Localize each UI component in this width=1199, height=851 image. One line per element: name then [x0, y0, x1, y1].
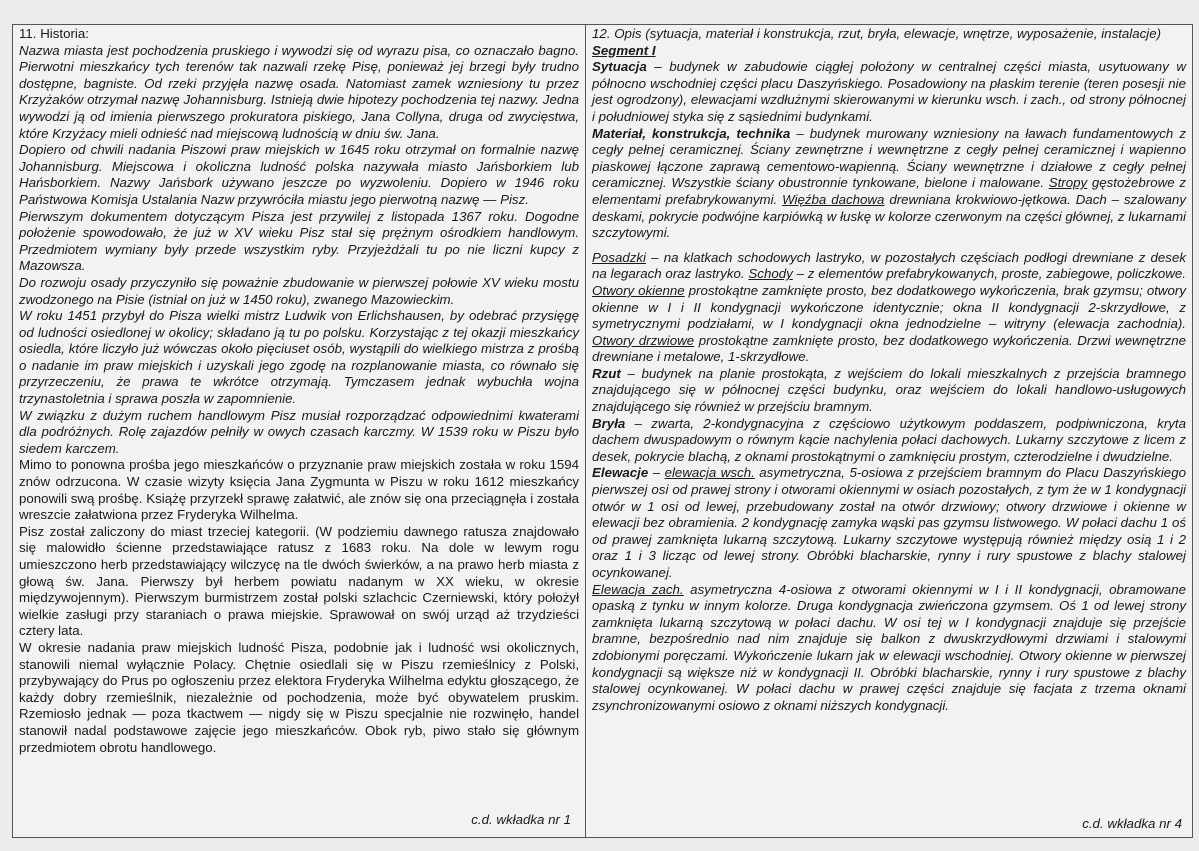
spacer — [592, 242, 1186, 250]
doors-label: Otwory drzwiowe — [592, 332, 695, 348]
stairs-label: Schody — [748, 266, 793, 282]
east-elevation-label: elewacja wsch. — [664, 465, 755, 481]
segment-title: Segment I — [592, 42, 656, 58]
material-paragraph — [592, 126, 1186, 242]
document-sheet — [12, 24, 1193, 838]
history-heading: 11. Historia: — [19, 26, 89, 41]
history-paragraph: Do rozwoju osady przyczyniło się poważnie zbudowanie w pierwszej połowie XV wieku mostu zwodzonego na Pisie (istniał on już w 1450 roku), zwanego Mazowieckim. — [19, 274, 580, 307]
history-paragraph: Pierwszym dokumentem dotyczącym Pisza jest przywilej z listopada 1367 roku. Dogodne położenie spowodowało, że już w XV wieku Pisz stał się prężnym ośrodkiem handlowym. Przedmiotem wymiany były przede wszystkim ryby. Przyjeżdżali tu po nie liczni kupcy z Mazowsza. — [19, 208, 580, 274]
ceilings-text: gęstożebrowe z elementami prefabrykowanymi. — [592, 175, 1186, 207]
stairs-text: – z elementów prefabrykowanych, proste, zabiegowe, policzkowe. — [792, 266, 1186, 282]
roof-truss-text: drewniana krokwiowo-jętkowa. Dach – szalowany deskami, pokrycie podwójne karpiówką w łuskę w kolorze czerwonym na części głównej, z lukarnami szczytowymi. — [592, 191, 1186, 241]
plan-text: – budynek na planie prostokąta, z wejściem do lokali mieszkalnych z przejścia bramnego znajdującego się w północnej części budynku, oraz wejściem do lokali handlowo-usługowych znajdującego się również w przejściu bramnym. — [592, 365, 1186, 415]
windows-text: prostokątne zamknięte prosto, bez dodatkowego wykończenia, brak gzymsu; otwory okienne w I i II kondygnacji wykończone identycznie; okna II kondygnacji 2-skrzydłowe, z symetrycznymi podziałami, w I kondygnacji okna jednodzielne – witryny (elewacja zachodnia). — [592, 282, 1186, 332]
continuation-note: c.d. wkładka nr 4 — [1082, 816, 1182, 832]
continuation-note: c.d. wkładka nr 1 — [471, 812, 572, 828]
history-paragraph: W roku 1451 przybył do Pisza wielki mistrz Ludwik von Erlichshausen, by odebrać przysięgę od ludności osiedlonej w okolicy; składano ją tu po polsku. Korzystając z tej okazji mieszkańcy osiedla, które liczyło już wówczas około pięciuset osób, wystąpili do wielkiego mistrza z prośbą o nadanie im praw miejskich i uzyskali jego zgodę na rozplanowanie miasta, co równało się przyrzeczeniu, że prawa te wkrótce otrzymają. Tymczasem jednak wybuchła wojna trzynastoletnia i sprawa poszła w zapomnienie. — [19, 308, 580, 407]
massing-text: – zwarta, 2-kondygnacyjna z częściowo użytkowym poddaszem, podpiwniczona, kryta dachem dwuspadowym o równym kącie nachylenia połaci dachowych. Lukarny szczytowe z licem z desek, pokrycie blachą, z oknami prostokątnymi o zamknięciu prostym, czterodzielne i dwudzielne. — [592, 415, 1186, 464]
west-elevation-paragraph — [592, 582, 1186, 715]
elevations-paragraph — [592, 465, 1186, 581]
history-paragraph: Dopiero od chwili nadania Piszowi praw miejskich w 1645 roku otrzymał on formalnie nazwę Johannisburg. Miejscowa i okoliczna ludność polska nazywała miasto Jańsborkiem lub Hańsborkiem. Nazwy Jańsbork używano jeszcze po wyzwoleniu. Dopiero w 1946 roku Państwowa Komisja Ustalania Nazw przywróciła miastu jego pierwotną nazwę — Pisz. — [19, 142, 580, 207]
windows-label: Otwory okienne — [592, 282, 685, 298]
west-elevation-text: asymetryczna 4-osiowa z otworami okiennymi w I i II kondygnacji, obramowane opaską z tynku w innym kolorze. Druga kondygnacja zwieńczona gzymsem. Oś 1 od lewej strony zamknięta lukarną szczytową w połaci dachu. W osi tej w I kondygnacji znajduje się przejście bramne, bezpośrednio nad nim znajduje się balkon z dwuskrzydłowymi drzwiami i stalowymi zdobionymi poręczami. Wykończenie lukarn jak w elewacji wschodniej. Otwory okienne w pierwszej kondygnacji są większe niż w kondygnacji II. Obróbki blacharskie, rynny i rury spustowe z blachy stalowej ocynkowanej. W połaci dachu w prawej części znajduje się facjata z trzema oknami zsynchronizowanymi osiowo z oknami niższych kondygnacji. — [592, 581, 1186, 713]
roof-truss-label: Więźba dachowa — [782, 191, 885, 207]
elevations-label: Elewacje — [592, 465, 649, 481]
east-elevation-text: asymetryczna, 5-osiowa z przejściem bramnym do Placu Daszyńskiego pierwszej osi od prawej strony i otworami okiennymi w osiach pozostałych, z tym że w 1 kondygnacji otwór w 1 osi od lewej, przebudowany został na otwór drzwiowy; otwory drzwiowe i okienne w elewacji bez obramienia. 2 kondygnację zamyka wąski pas gzymsu listwowego. W połaci dachu 1 oś od prawej zamknięta lukarną szczytową. Lukarny szczytowe występują również między osią 1 i 2 oraz 1 i 3 licząc od lewej strony. Obróbki blacharskie, rynny i rury spustowe z blachy stalowej ocynkowanej. — [592, 465, 1186, 580]
situation-text: – budynek w zabudowie ciągłej położony w centralnej części miasta, usytuowany w północno wschodniej części placu Daszyńskiego. Posadowiony na płaskim terenie (teren posesji nie jest ogrodzony), elewacjami wzdłużnymi skierowanymi w kierunku wsch. i zach., od strony północnej i południowej styka się z sąsiednimi budynkami. — [592, 59, 1186, 124]
floors-label: Posadzki — [592, 249, 646, 265]
history-paragraph: Mimo to ponowna prośba jego mieszkańców o przyznanie praw miejskich została w roku 1594 znów odrzucona. W czasie wizyty księcia Jana Zygmunta w Piszu w roku 1612 mieszkańcy ponowili swą prośbę. Książę przyrzekł sprawę załatwić, ale znów się ona przeciągnęła i została wreszcie załatwiona przez Fryderyka Wilhelma. — [19, 457, 580, 523]
material-label: Materiał, konstrukcja, technika — [592, 125, 791, 141]
history-paragraph: W związku z dużym ruchem handlowym Pisz musiał rozporządzać odpowiednimi kwaterami dla podróżnych. Rolę zajazdów pełniły w owych czasach karczmy. W 1539 roku w Piszu było siedem karczem. — [19, 407, 580, 456]
history-paragraph: Pisz został zaliczony do miast trzeciej kategorii. (W podziemiu dawnego ratusza znajdowało się malowidło ścienne przedstawiające ratusz z 1683 roku. Na dole w lewym rogu umieszczono herb przedstawiający wilczycę na tle dwóch świerków, a na prawo herb miasta z głową św. Jana. Pierwszy był herbem powiatu nadanym w XX wieku, w okresie międzywojennym). Pierwszym burmistrzem został polski szlachcic Czerniewski, który położył wielkie zasługi przy staraniach o prawa miejskie. Sprawował on swój urząd aż trzydzieści cztery lata. — [19, 523, 580, 639]
interior-paragraph — [592, 250, 1186, 366]
doors-text: prostokątne zamknięte prosto, bez dodatkowego wykończenia. Drzwi wewnętrzne drewniane i metalowe, 1-skrzydłowe. — [592, 332, 1186, 365]
situation-paragraph — [592, 59, 1186, 125]
west-elevation-label: Elewacja zach. — [592, 581, 684, 597]
ceilings-label: Stropy — [1048, 175, 1088, 191]
floors-text: – na klatkach schodowych lastryko, w pozostałych częściach podłogi drewniane z desek na legarach oraz lastryko. — [592, 249, 1186, 282]
elevations-dash: – — [648, 465, 665, 481]
situation-label: Sytuacja — [592, 59, 647, 75]
material-text: – budynek murowany wzniesiony na ławach fundamentowych z cegły pełnej ceramicznej. Ściany zewnętrzne i wewnętrzne z cegły pełnej ceramicznej i wapienno piaskowej łączone zaprawą cementowo-wapienną. Ściany wewnętrzne i działowe z cegły pełnej ceramicznej. Wszystkie ściany obustronnie tynkowane, bielone i malowane. — [592, 125, 1186, 191]
massing-paragraph — [592, 416, 1186, 466]
history-paragraph: Nazwa miasta jest pochodzenia pruskiego i wywodzi się od wyrazu pisa, co oznaczało bagno. Pierwotni mieszkańcy tych terenów tak nazwali rzekę Pisę, ponieważ jej brzegi były trudno dostępne, bagniste. Od rzeki przyjęła nazwę osada. Natomiast zamek wzniesiony tu przez Krzyżaków otrzymał nazwę Johannisburg. Istnieją dwie hipotezy pochodzenia tej nazwy. Jedna wywodzi ją od imienia pierwszego prokuratora piskiego, Jana Collyna, druga od zwycięstwa, które Krzyżacy mieli odnieść nad miejscową ludnością w dniu św. Jana. — [19, 42, 580, 141]
plan-label: Rzut — [592, 365, 621, 381]
history-paragraph: W okresie nadania praw miejskich ludność Pisza, podobnie jak i ludność wsi okolicznych, stanowili niemal wyłącznie Polacy. Chętnie osiedlali się w Piszu rzemieślnicy z Polski, przybywający do Prus po ogłoszeniu przez elektora Fryderyka Wilhelma edyktu głoszącego, że każdy dobry rzemieślnik, niezależnie od pochodzenia, może być obywatelem pruskim. Rzemiosło jednak — poza tkactwem — nigdy się w Piszu specjalnie nie rozwinęło, handel stanowił nadal podstawowe zajęcie jego mieszkańców. Obok ryb, piwo stało się głównym przedmiotem obrotu handlowego. — [19, 639, 580, 755]
plan-paragraph — [592, 366, 1186, 416]
massing-label: Bryła — [592, 415, 626, 431]
description-column — [586, 25, 1192, 837]
description-heading: 12. Opis (sytuacja, materiał i konstrukcja, rzut, bryła, elewacje, wnętrze, wyposażenie, instalacje) — [592, 26, 1162, 41]
history-column — [13, 25, 586, 837]
